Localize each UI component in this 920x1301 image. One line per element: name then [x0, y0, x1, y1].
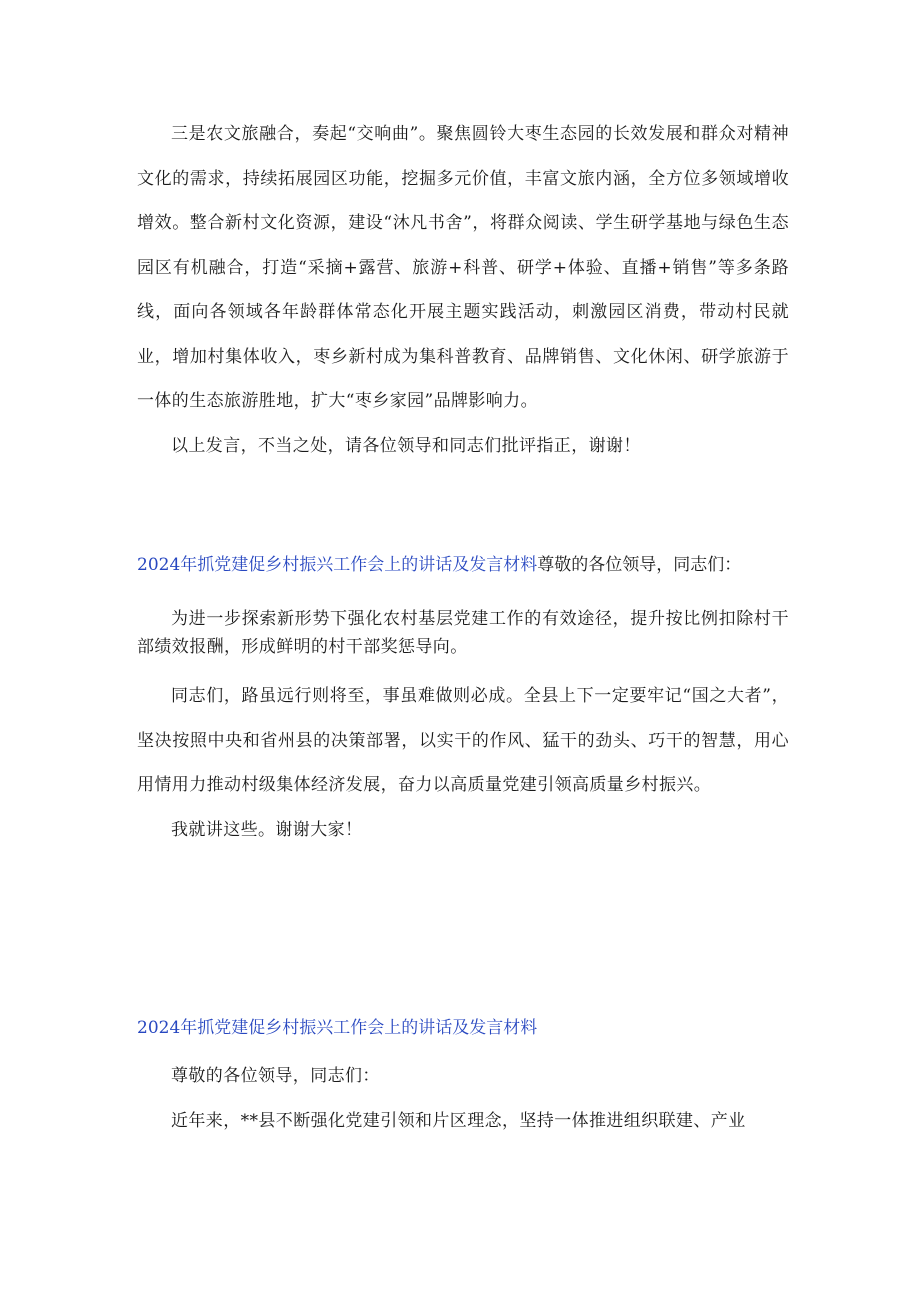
document-title-second	[137, 1016, 789, 1040]
section-1	[137, 112, 789, 468]
paragraph-closing-remarks: 以上发言，不当之处，请各位领导和同志们批评指正，谢谢！	[171, 435, 641, 456]
section-3-body	[137, 1054, 789, 1143]
paragraph-thanks: 我就讲这些。谢谢大家！	[171, 819, 363, 840]
section-2-body-continued	[137, 674, 789, 852]
greeting-inline: 尊敬的各位领导，同志们：	[537, 555, 742, 575]
paragraph-agri-culture-tourism: 三是农文旅融合，奏起“交响曲”。聚焦圆铃大枣生态园的长效发展和群众对精神文化的需求，持续拓展园区功能，挖掘多元价值，丰富文旅内涵，全方位多领域增收增效。整合新村文化资源，建设“沐凡书舍”，将群众阅读、学生研学基地与绿色生态园区有机融合，打造“采摘+露营、旅游+科普、研学+体验、直播+销售”等多条路线，面向各领域各年龄群体常态化开展主题实践活动，刺激园区消费，带动村民就业，增加村集体收入，枣乡新村成为集科普教育、品牌销售、文化休闲、研学旅游于一体的生态旅游胜地，扩大“枣乡家园”品牌影响力。	[137, 124, 789, 411]
document-title-line	[137, 553, 789, 577]
paragraph-intro: 为进一步探索新形势下强化农村基层党建工作的有效途径，提升按比例扣除村干部绩效报酬，形成鲜明的村干部奖惩导向。	[137, 609, 789, 657]
section-3	[137, 1016, 789, 1040]
section-2-body	[137, 606, 789, 661]
paragraph-call-to-action: 同志们，路虽远行则将至，事虽难做则必成。全县上下一定要牢记“国之大者”，坚决按照中央和省州县的决策部署，以实干的作风、猛干的劲头、巧干的智慧，用心用情用力推动村级集体经济发展，奋力以高质量党建引领高质量乡村振兴。	[137, 686, 789, 795]
section-2	[137, 553, 789, 577]
document-title-link[interactable]: 2024年抓党建促乡村振兴工作会上的讲话及发言材料	[137, 555, 538, 575]
document-title-link-second[interactable]: 2024年抓党建促乡村振兴工作会上的讲话及发言材料	[137, 1018, 538, 1038]
paragraph-recent-years: 近年来，**县不断强化党建引领和片区理念，坚持一体推进组织联建、产业	[171, 1110, 746, 1131]
paragraph-greeting: 尊敬的各位领导，同志们：	[171, 1066, 380, 1086]
